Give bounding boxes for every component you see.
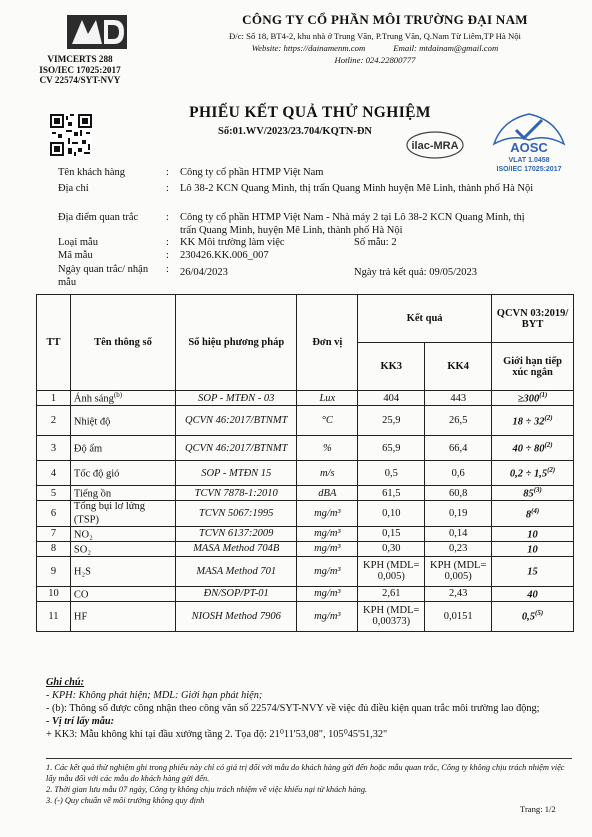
qr-code [50, 114, 92, 156]
cell-param: Tổng bụi lơ lửng (TSP) [70, 501, 175, 527]
notes-title: Ghi chú: [46, 677, 85, 688]
cell-tt: 3 [37, 436, 71, 461]
cell-limit: 85$^{(3)}$ [492, 486, 574, 501]
cell-kk3: 404 [358, 391, 425, 406]
col-unit: Đơn vị [297, 295, 358, 391]
footer-note-2: 2. Thời gian lưu mẫu 07 ngày, Công ty không chịu trách nhiệm về việc khiếu nại từ khách hàng. [46, 785, 368, 794]
table-row [37, 406, 574, 436]
cell-kk3: 65,9 [358, 436, 425, 461]
cell-unit: mg/m³ [297, 501, 358, 527]
cert-vimcerts: VIMCERTS 288 [47, 54, 113, 64]
cell-kk4: 60,8 [425, 486, 492, 501]
footer-note-3: 3. (-) Quy chuẩn về môi trường không quy định [46, 796, 205, 805]
cell-param: HF [70, 601, 175, 631]
cell-limit: 10 [492, 526, 574, 541]
footer-divider [46, 758, 572, 759]
cell-tt: 11 [37, 601, 71, 631]
results-body [37, 391, 574, 632]
cell-param: Độ ẩm [70, 436, 175, 461]
cell-param: Tiếng ồn [70, 486, 175, 501]
footer-note-1: 1. Các kết quả thử nghiệm ghi trong phiếu này chỉ có giá trị đối với mẫu do khách hàng gửi đến hoặc mẫu quan trắc, Công ty không chịu trách nhiệm việc lấy mẫu đối với các mẫu do khách hàng gửi đến. [46, 763, 565, 783]
cell-limit: 10 [492, 541, 574, 556]
cert-cv: CV 22574/SYT-NVY [39, 75, 121, 86]
cell-kk3: 2,61 [358, 586, 425, 601]
page-number: Trang: 1/2 [520, 804, 556, 814]
cell-kk4: 0,19 [425, 501, 492, 527]
cell-method: NIOSH Method 7906 [176, 601, 297, 631]
cell-unit: mg/m³ [297, 586, 358, 601]
company-logo [66, 14, 128, 50]
cell-tt: 8 [37, 541, 71, 556]
cell-tt: 1 [37, 391, 71, 406]
cell-param: SO₂ [70, 541, 175, 556]
col-limit: Giới hạn tiếp xúc ngắn [492, 343, 574, 391]
col-kk3: KK3 [358, 343, 425, 391]
table-row [37, 461, 574, 486]
location-kk3: + KK3: Mẫu không khí tại đầu xưởng tầng 2. Tọa độ: 21⁰11'53,08", 105⁰45'51,32" [46, 729, 388, 740]
footer-notes [46, 762, 576, 806]
cell-unit: mg/m³ [297, 601, 358, 631]
sample-code-value: 230426.KK.006_007 [180, 250, 269, 261]
note-b: - (b): Thông số được công nhận theo công văn số 22574/SYT-NVY về việc đủ điều kiện quan trắc môi trường lao động; [46, 703, 540, 714]
cell-kk4: 0,23 [425, 541, 492, 556]
table-row [37, 486, 574, 501]
cell-limit: 0,5$^{(5)}$ [492, 601, 574, 631]
cell-kk4: 0,0151 [425, 601, 492, 631]
table-row [37, 501, 574, 527]
sample-count: Số mẫu: 2 [354, 237, 397, 248]
cell-limit: 15 [492, 556, 574, 586]
cell-unit: m/s [297, 461, 358, 486]
table-row [37, 586, 574, 601]
cell-kk4: 0,14 [425, 526, 492, 541]
notes [46, 676, 576, 741]
col-method: Số hiệu phương pháp [176, 295, 297, 391]
cell-param: Tốc độ gió [70, 461, 175, 486]
cell-param: H₂S [70, 556, 175, 586]
col-qcvn: QCVN 03:2019/ BYT [492, 295, 574, 343]
cell-unit: dBA [297, 486, 358, 501]
cell-tt: 10 [37, 586, 71, 601]
location-title: - Vị trí lấy mẫu: [46, 716, 115, 727]
company-website: Website: https://dainamenm.com [251, 43, 366, 53]
cell-tt: 6 [37, 501, 71, 527]
cell-method: TCVN 7878-1:2010 [176, 486, 297, 501]
cert-iso: ISO/IEC 17025:2017 [39, 64, 121, 75]
customer-value: Công ty cổ phần HTMP Việt Nam [180, 167, 324, 178]
document-title: PHIẾU KẾT QUẢ THỬ NGHIỆM [189, 104, 431, 121]
aosc-text: AOSC [510, 140, 548, 155]
cell-unit: mg/m³ [297, 541, 358, 556]
cell-unit: mg/m³ [297, 556, 358, 586]
cell-tt: 9 [37, 556, 71, 586]
cell-kk3: 0,30 [358, 541, 425, 556]
col-tt: TT [37, 295, 71, 391]
cell-kk3: KPH (MDL= 0,005) [358, 556, 425, 586]
note-kph: - KPH: Không phát hiện; MDL: Giới hạn phát hiện; [46, 690, 263, 701]
cell-unit: mg/m³ [297, 526, 358, 541]
site-value: Công ty cổ phần HTMP Việt Nam - Nhà máy 2 tại Lô 38-2 KCN Quang Minh, thị trấn Quang Minh, huyện Mê Linh, thành phố Hà Nội [180, 212, 525, 236]
table-row [37, 526, 574, 541]
cell-limit: $\ge 300^{(1)}$ [492, 391, 574, 406]
cell-kk4: 66,4 [425, 436, 492, 461]
date-value: 26/04/2023 [180, 267, 228, 278]
cell-method: QCVN 46:2017/BTNMT [176, 436, 297, 461]
cell-kk3: 25,9 [358, 406, 425, 436]
cell-method: SOP - MTĐN - 03 [176, 391, 297, 406]
cell-limit: $18 \div 32^{(2)}$ [492, 406, 574, 436]
cell-tt: 2 [37, 406, 71, 436]
col-param: Tên thông số [70, 295, 175, 391]
table-row [37, 541, 574, 556]
aosc-iso-text: ISO/IEC 17025:2017 [496, 166, 562, 173]
company-address: Đ/c: Số 18, BT4-2, khu nhà ở Trung Văn, P.Trung Văn, Q.Nam Từ Liêm,TP Hà Nội [229, 31, 521, 41]
cell-param: CO [70, 586, 175, 601]
cell-limit: 8$^{(4)}$ [492, 501, 574, 527]
cell-method: MASA Method 704B [176, 541, 297, 556]
table-row [37, 601, 574, 631]
cell-unit: °C [297, 406, 358, 436]
ilac-text: ilac-MRA [411, 140, 459, 152]
cell-kk4: 2,43 [425, 586, 492, 601]
cell-limit: $40 \div 80^{(2)}$ [492, 436, 574, 461]
col-kk4: KK4 [425, 343, 492, 391]
cell-kk4: KPH (MDL= 0,005) [425, 556, 492, 586]
cell-kk4: 0,6 [425, 461, 492, 486]
cell-unit: Lux [297, 391, 358, 406]
cell-kk3: 0,15 [358, 526, 425, 541]
company-email: Email: mtdainam@gmail.com [393, 43, 499, 53]
cell-kk3: KPH (MDL= 0,00373) [358, 601, 425, 631]
cell-param: Ánh sáng$^{(b)}$ [70, 391, 175, 406]
cell-method: QCVN 46:2017/BTNMT [176, 406, 297, 436]
cell-kk4: 26,5 [425, 406, 492, 436]
cell-limit: 40 [492, 586, 574, 601]
company-name: CÔNG TY CỔ PHẦN MÔI TRƯỜNG ĐẠI NAM [242, 12, 528, 27]
company-contact [160, 30, 590, 66]
document-number: Số:01.WV/2023/23.704/KQTN-ĐN [218, 126, 373, 137]
cell-kk3: 61,5 [358, 486, 425, 501]
col-result: Kết quả [358, 295, 492, 343]
results-table [36, 294, 574, 632]
address-value: Lô 38-2 KCN Quang Minh, thị trấn Quang Minh huyện Mê Linh, thành phố Hà Nội [180, 183, 534, 194]
vlat-text: VLAT 1.0458 [508, 157, 550, 164]
cell-tt: 7 [37, 526, 71, 541]
ilac-mra-logo [405, 130, 465, 160]
cell-unit: % [297, 436, 358, 461]
company-hotline: Hotline: 024.22800777 [334, 55, 416, 65]
cell-param: Nhiệt độ [70, 406, 175, 436]
cell-tt: 4 [37, 461, 71, 486]
result-date: Ngày trả kết quả: 09/05/2023 [354, 267, 478, 278]
cell-tt: 5 [37, 486, 71, 501]
sample-type-value: KK Môi trường làm việc [180, 237, 285, 248]
cell-kk4: 443 [425, 391, 492, 406]
cell-method: MASA Method 701 [176, 556, 297, 586]
cell-kk3: 0,5 [358, 461, 425, 486]
cell-method: TCVN 5067:1995 [176, 501, 297, 527]
cell-method: ĐN/SOP/PT-01 [176, 586, 297, 601]
cell-param: NO₂ [70, 526, 175, 541]
cell-method: SOP - MTĐN 15 [176, 461, 297, 486]
certifications [20, 54, 140, 86]
cell-method: TCVN 6137:2009 [176, 526, 297, 541]
table-row [37, 556, 574, 586]
table-row [37, 391, 574, 406]
table-row [37, 436, 574, 461]
cell-limit: $0,2 \div 1,5^{(2)}$ [492, 461, 574, 486]
cell-kk3: 0,10 [358, 501, 425, 527]
